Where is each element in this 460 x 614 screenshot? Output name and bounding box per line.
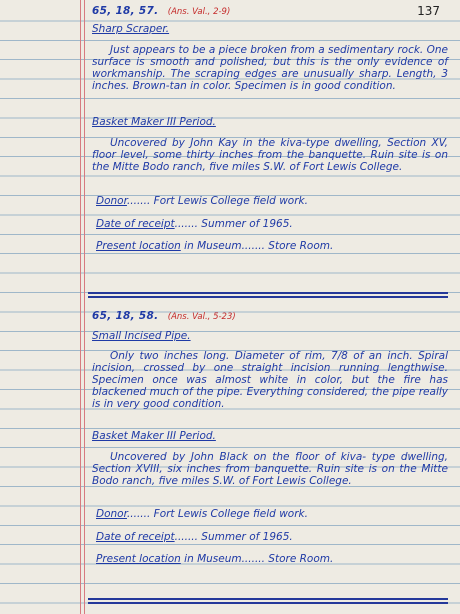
entry-separator [88,292,448,294]
text-line: are unusually sharp. Length, 3 inches. Brown-tan in [92,68,448,92]
date-line [96,218,448,230]
text-line: inch. Spiral incision, crossed by one straight incision [92,350,448,374]
text-line: S.W. of Fort Lewis College. [212,475,352,487]
period-label: Basket Maker III Period. [92,116,216,128]
location-line [96,240,448,252]
margin-line [84,0,85,614]
margin-line [80,0,81,614]
date-value: ....... Summer of 1965. [174,531,293,543]
text-line: color. Specimen is in good condition. [203,80,396,92]
entry-1-location [92,137,448,173]
entry-separator [88,296,448,298]
donor-value: ....... Fort Lewis College field work. [126,508,308,520]
donor-label: Donor [96,195,127,207]
entry-2-description [92,350,448,410]
entry-separator [88,602,448,604]
date-label: Date of receipt [96,218,175,230]
text-line: the only evidence of workmanship. The scraping edges [92,56,448,80]
catalog-number: 65, 18, 57. [92,5,159,17]
text-line: miles S.W. of Fort Lewis College. [231,161,403,173]
donor-value: ....... Fort Lewis College field work. [126,195,308,207]
entry-2-header [92,310,448,323]
text-line: pipe. Everything considered, the pipe really is in [92,386,448,410]
text-line: type dwelling, Section XVIII, six inches from banquette. [92,451,448,475]
reference-note: (Ans. Val., 5-23) [167,312,236,322]
text-line: rock. One surface is smooth and polished, but this is [92,44,448,68]
item-title: Sharp Scraper. [92,23,170,35]
entry-separator [88,598,448,600]
donor-label: Donor [96,508,127,520]
text-line: Section XV, floor level, some thirty inches from the [92,137,449,161]
location-value: in Museum....... Store Room. [184,240,334,252]
text-line: very good condition. [116,398,225,410]
reference-note: (Ans. Val., 2-9) [167,7,231,17]
location-label: Present location [96,553,181,565]
donor-line [96,195,448,207]
text-line: Only two inches long. Diameter of rim, 7/8 of an [110,350,382,362]
text-line: in color, but the fire has blackened much of the [92,374,448,398]
location-line [96,553,448,565]
text-line: banquette. Ruin site is on the Mitte Bodo ranch, five [92,149,448,173]
text-line: Uncovered by John Kay in the kiva-type dwelling, [110,137,382,149]
location-label: Present location [96,240,181,252]
date-value: ....... Summer of 1965. [174,218,293,230]
catalog-number: 65, 18, 58. [92,310,159,322]
date-line [96,531,448,543]
text-line: running lengthwise. Specimen once was almost white [92,362,448,386]
page-number: 137 [417,4,440,18]
text-line: Just appears to be a piece broken from a sedimentary [110,44,394,56]
entry-2-location [92,451,448,487]
donor-line [96,508,448,520]
entry-1-description [92,44,448,92]
date-label: Date of receipt [96,531,175,543]
entry-1-header [92,5,448,18]
item-title: Small Incised Pipe. [92,330,191,342]
text-line: Ruin site is on the Mitte Bodo ranch, five miles [92,463,448,487]
text-line: Uncovered by John Black on the floor of kiva- [110,451,367,463]
period-label: Basket Maker III Period. [92,430,216,442]
location-value: in Museum....... Store Room. [184,553,334,565]
